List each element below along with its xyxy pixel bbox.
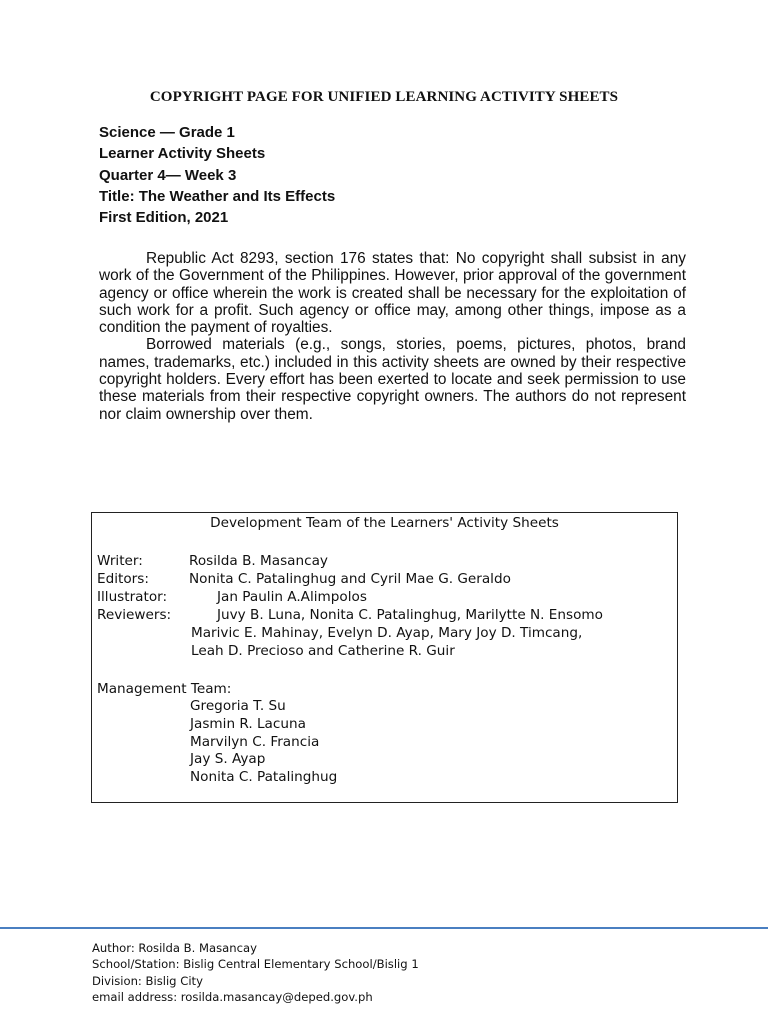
reviewers-label: Reviewers: — [97, 607, 172, 623]
footer-email: email address: rosilda.masancay@deped.gov.ph — [92, 990, 373, 1005]
footer-division: Division: Bislig City — [92, 973, 203, 988]
quarter-week: Quarter 4— Week 3 — [99, 166, 237, 184]
team-box-title: Development Team of the Learners' Activity Sheets — [210, 515, 559, 531]
copyright-notice — [99, 250, 686, 423]
management-member: Gregoria T. Su — [190, 698, 286, 714]
reviewers-names-line-2: Marivic E. Mahinay, Evelyn D. Ayap, Mary Joy D. Timcang, — [191, 625, 583, 641]
writer-label: Writer: — [97, 553, 143, 569]
reviewers-row — [97, 607, 603, 625]
writer-name: Rosilda B. Masancay — [189, 553, 328, 569]
management-member: Marvilyn C. Francia — [190, 733, 320, 750]
writer-row — [97, 553, 328, 571]
management-member: Nonita C. Patalinghug — [190, 769, 338, 786]
illustrator-label: Illustrator: — [97, 589, 168, 605]
edition: First Edition, 2021 — [99, 209, 229, 227]
sheet-type: Learner Activity Sheets — [99, 145, 266, 163]
editors-row — [97, 571, 511, 589]
footer-school: School/Station: Bislig Central Elementary School/Bislig 1 — [92, 957, 419, 972]
illustrator-row — [97, 589, 367, 607]
footer-author-info — [92, 940, 419, 1006]
page-title: COPYRIGHT PAGE FOR UNIFIED LEARNING ACTIVITY SHEETS — [149, 89, 619, 105]
illustrator-name: Jan Paulin A.Alimpolos — [217, 589, 367, 605]
management-team-list — [190, 698, 337, 787]
management-member: Jay S. Ayap — [190, 751, 266, 768]
copyright-paragraph-1: Republic Act 8293, section 176 states that: No copyright shall subsist in any work of the Government of the Philippines. However, prior approval of the government agency or office wherein the work is created shall be necessary for the exploitation of such work for a profit. Such agency or office may, among other things, impose as a condition the payment of royalties. — [99, 250, 686, 337]
subject-grade: Science — Grade 1 — [99, 124, 235, 141]
document-metadata — [99, 122, 335, 228]
development-team-box — [91, 512, 678, 803]
footer-author: Author: Rosilda B. Masancay — [92, 941, 257, 955]
editors-names: Nonita C. Patalinghug and Cyril Mae G. Geraldo — [189, 571, 511, 587]
management-team-label: Management Team: — [97, 681, 232, 697]
editors-label: Editors: — [97, 571, 149, 587]
reviewers-names-line-3: Leah D. Precioso and Catherine R. Guir — [191, 643, 455, 659]
copyright-paragraph-2: Borrowed materials (e.g., songs, stories, poems, pictures, photos, brand names, trademarks, etc.) included in this activity sheets are owned by their respective copyright holders. Every effort has been exerted to locate and seek permission to use these materials from their respective copyright owners. The authors do not represent nor claim ownership over them. — [99, 336, 686, 423]
document-title: Title: The Weather and Its Effects — [99, 187, 336, 205]
reviewers-names-line-1: Juvy B. Luna, Nonita C. Patalinghug, Marilytte N. Ensomo — [217, 607, 603, 623]
management-member: Jasmin R. Lacuna — [190, 715, 306, 732]
footer-divider — [0, 927, 768, 929]
